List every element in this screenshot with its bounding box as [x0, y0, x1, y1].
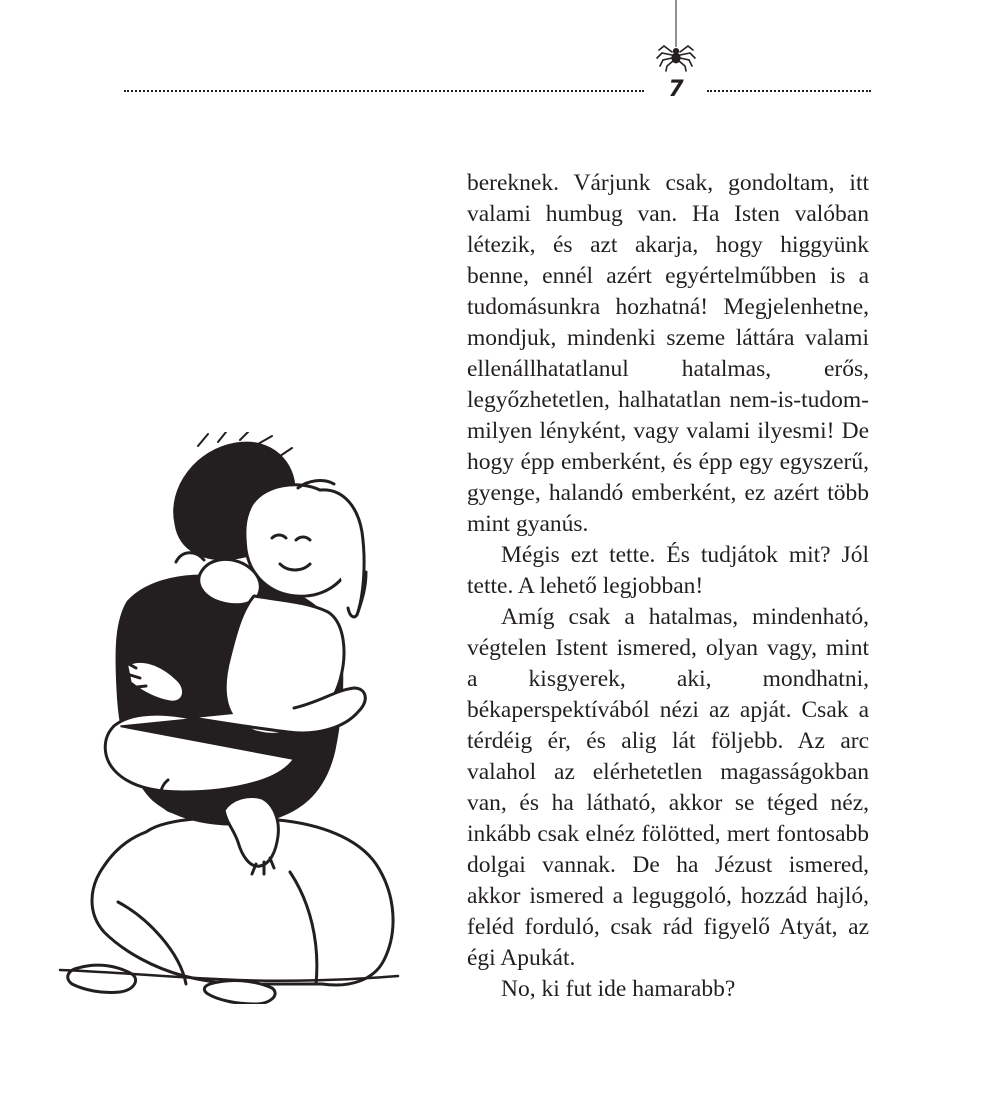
paragraph-4: No, ki fut ide hamarabb?: [501, 976, 736, 1002]
body-text: [467, 168, 869, 1005]
page-number: 7: [668, 77, 684, 102]
header-rule-left: [124, 90, 644, 92]
paragraph-1: bereknek. Várjunk csak, gondoltam, itt valami humbug van. Ha Isten valóban létezik, és azt akarja, hogy higgyünk benne, ennél azért egyértelműbben is a tudomásunkra hozhatná! Megjelenhetne, mondjuk, mindenki szeme láttára valami ellenállhatatlanul hatalmas, erős, legyőzhetetlen, halhatatlan nem-is-tudom-milyen lényként, vagy valami ilyesmi! De hogy épp emberként, és épp egy egyszerű, gyenge, halandó emberként, ez azért több mint gyanús.: [467, 170, 869, 537]
father-hugging-child-illustration: [58, 432, 403, 1004]
header-rule-right: [707, 90, 871, 92]
paragraph-3: Amíg csak a hatalmas, mindenható, végtelen Istent ismered, olyan vagy, mint a kisgyerek, aki, mondhatni, békaperspektívából nézi az apját. Csak a térdéig ér, és alig lát följebb. Az arc valahol az elérhetetlen magasságokban van, és ha látható, akkor se téged néz, inkább csak elnéz fölötted, mert fontosabb dolgai vannak. De ha Jézust ismered, akkor ismered a leguggoló, hozzád hajló, feléd forduló, csak rád figyelő Atyát, az égi Apukát.: [467, 604, 869, 971]
paragraph-2: Mégis ezt tette. És tudjátok mit? Jól tette. A lehető legjobban!: [467, 542, 869, 599]
spider-icon: [655, 0, 697, 72]
